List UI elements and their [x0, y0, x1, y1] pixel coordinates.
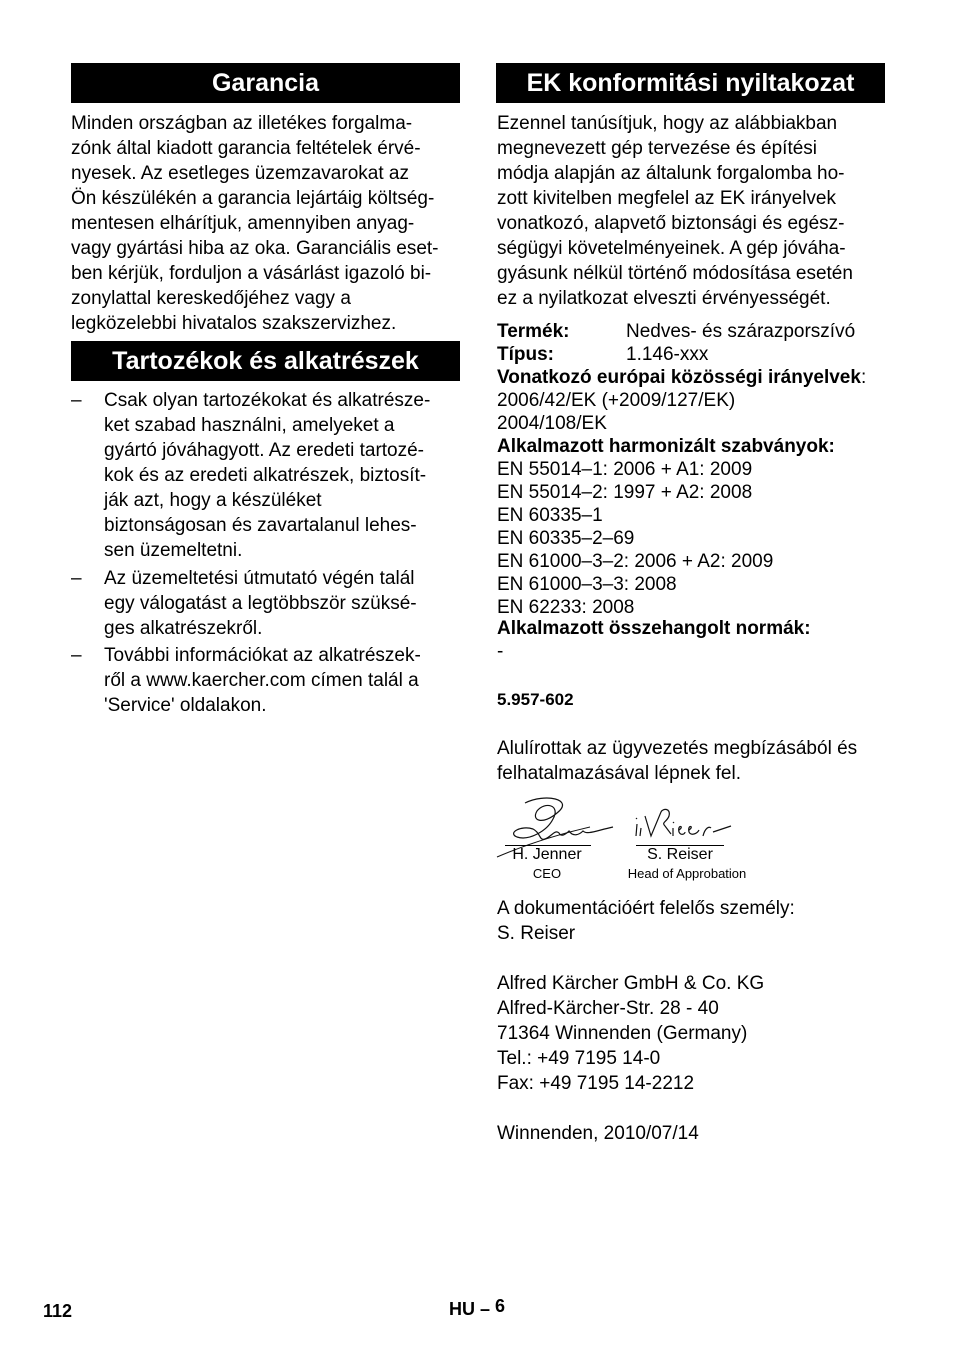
signatory-role: Head of Approbation	[627, 866, 747, 881]
standard-item: EN 55014–2: 1997 + A2: 2008	[497, 482, 753, 503]
standard-item: EN 62233: 2008	[497, 597, 635, 618]
text-line: legközelebbi hivatalos szakszervizhez.	[71, 313, 397, 334]
text-line: A dokumentációért felelős személy:	[497, 898, 795, 919]
page-number: 112	[43, 1301, 73, 1321]
text-line: Ezennel tanúsítjuk, hogy az alábbiakban	[497, 113, 838, 134]
signatories-intro	[497, 736, 857, 786]
national-value: -	[497, 641, 504, 662]
harmonized-list	[497, 458, 773, 619]
text-line: ről a www.kaercher.com címen talál a	[104, 670, 419, 691]
ek-text	[497, 111, 853, 311]
text-line: Az üzemeltetési útmutató végén talál	[104, 568, 415, 589]
text-line: gyásunk nélkül történő módosítása esetén	[497, 263, 853, 284]
text-line: S. Reiser	[497, 923, 576, 944]
text-line: Alfred Kärcher GmbH & Co. KG	[497, 973, 765, 994]
text-line: További információkat az alkatrészek-	[104, 645, 421, 666]
text-line: vonatkozó, alapvető biztonsági és egész-	[497, 213, 845, 234]
section-number: 6	[495, 1296, 506, 1316]
text-line: Csak olyan tartozékokat és alkatrésze-	[104, 390, 431, 411]
text-line: ják azt, hogy a készüléket	[104, 490, 322, 511]
text-line: gyártó jóváhagyott. Az eredeti tartozé-	[104, 440, 425, 461]
garancia-text	[71, 111, 439, 336]
text-line: kok és az eredeti alkatrészek, biztosít-	[104, 465, 427, 486]
directive-item: 2004/108/EK	[497, 413, 607, 434]
text-line: Minden országban az illetékes forgalma-	[71, 113, 413, 134]
standard-item: EN 60335–1	[497, 505, 603, 526]
text-line: zonylattal kereskedőjéhez vagy a	[71, 288, 351, 309]
standard-item: EN 61000–3–3: 2008	[497, 574, 677, 595]
text-line: vagy gyártási hiba az oka. Garanciális eset-	[71, 238, 439, 259]
text-line: ges alkatrészekről.	[104, 618, 263, 639]
directives-heading	[497, 366, 866, 389]
text-line: 'Service' oldalakon.	[104, 695, 267, 716]
text-line: ez a nyilatkozat elveszti érvényességét.	[497, 288, 831, 309]
type-label: Típus:	[497, 344, 554, 365]
text-line: zónk által kiadott garancia feltételek érvé-	[71, 138, 421, 159]
signatory-role: CEO	[532, 866, 562, 881]
text-line: megnevezett gép tervezése és építési	[497, 138, 818, 159]
text-line: biztonságosan és zavartalanul lehes-	[104, 515, 417, 536]
text-line: ségügyi követelményeinek. A gép jóváha-	[497, 238, 846, 259]
type-value: 1.146-xxx	[626, 344, 709, 365]
document-number: 5.957-602	[497, 690, 574, 709]
text-line: Ön készülékén a garancia lejártáig költség-	[71, 188, 435, 209]
text-line: sen üzemeltetni.	[104, 540, 243, 561]
product-label: Termék:	[497, 321, 570, 342]
language-code: HU	[449, 1299, 475, 1319]
text-line: Tel.: +49 7195 14-0	[497, 1048, 661, 1069]
text-line: egy válogatást a legtöbbször szüksé-	[104, 593, 417, 614]
directive-item: 2006/42/EK (+2009/127/EK)	[497, 390, 736, 411]
text-line: Alfred-Kärcher-Str. 28 - 40	[497, 998, 719, 1019]
product-row	[497, 320, 570, 343]
directives-list	[497, 389, 735, 435]
text-line: ket szabad használni, amelyeket a	[104, 415, 395, 436]
text-line: Winnenden, 2010/07/14	[497, 1123, 699, 1144]
dash-marker: –	[71, 390, 82, 411]
text-line: Fax: +49 7195 14-2212	[497, 1073, 695, 1094]
dash-marker: –	[71, 645, 82, 666]
text-line: 71364 Winnenden (Germany)	[497, 1023, 748, 1044]
directives-colon: :	[860, 367, 867, 388]
signatory-name: H. Jenner	[512, 846, 582, 863]
national-heading	[497, 617, 811, 640]
harmonized-heading	[497, 435, 835, 458]
text-line: módja alapján az általunk forgalomba ho-	[497, 163, 845, 184]
bullet-item	[71, 566, 471, 641]
text-line: Alulírottak az ügyvezetés megbízásából és	[497, 738, 858, 759]
bullet-item	[71, 388, 471, 563]
signatory-name: S. Reiser	[647, 846, 713, 863]
signature-reiser	[633, 808, 733, 848]
place-date	[497, 1121, 699, 1146]
bullet-item	[71, 643, 471, 718]
harmonized-label: Alkalmazott harmonizált szabványok:	[497, 436, 835, 457]
product-value: Nedves- és szárazporszívó	[626, 321, 856, 342]
dash-marker: –	[71, 568, 82, 589]
directives-label: Vonatkozó európai közösségi irányelvek	[497, 367, 861, 388]
text-line: felhatalmazásával lépnek fel.	[497, 763, 741, 784]
standard-item: EN 61000–3–2: 2006 + A2: 2009	[497, 551, 774, 572]
text-line: mentesen elhárítjuk, amennyiben anyag-	[71, 213, 415, 234]
standard-item: EN 55014–1: 2006 + A1: 2009	[497, 459, 753, 480]
tartozekok-heading: Tartozékok és alkatrészek	[71, 341, 460, 381]
company-address	[497, 971, 764, 1096]
text-line: nyesek. Az esetleges üzemzavarokat az	[71, 163, 409, 184]
text-line: zott kivitelben megfelel az EK irányelvek	[497, 188, 836, 209]
section-marker	[449, 1298, 505, 1320]
section-dash: –	[480, 1299, 491, 1319]
national-label: Alkalmazott összehangolt normák:	[497, 618, 811, 639]
standard-item: EN 60335–2–69	[497, 528, 635, 549]
documentation-responsible	[497, 896, 795, 946]
text-line: ben kérjük, forduljon a vásárlást igazoló bi-	[71, 263, 432, 284]
ek-heading: EK konformitási nyiltakozat	[496, 63, 885, 103]
garancia-heading: Garancia	[71, 63, 460, 103]
type-row	[497, 343, 554, 366]
